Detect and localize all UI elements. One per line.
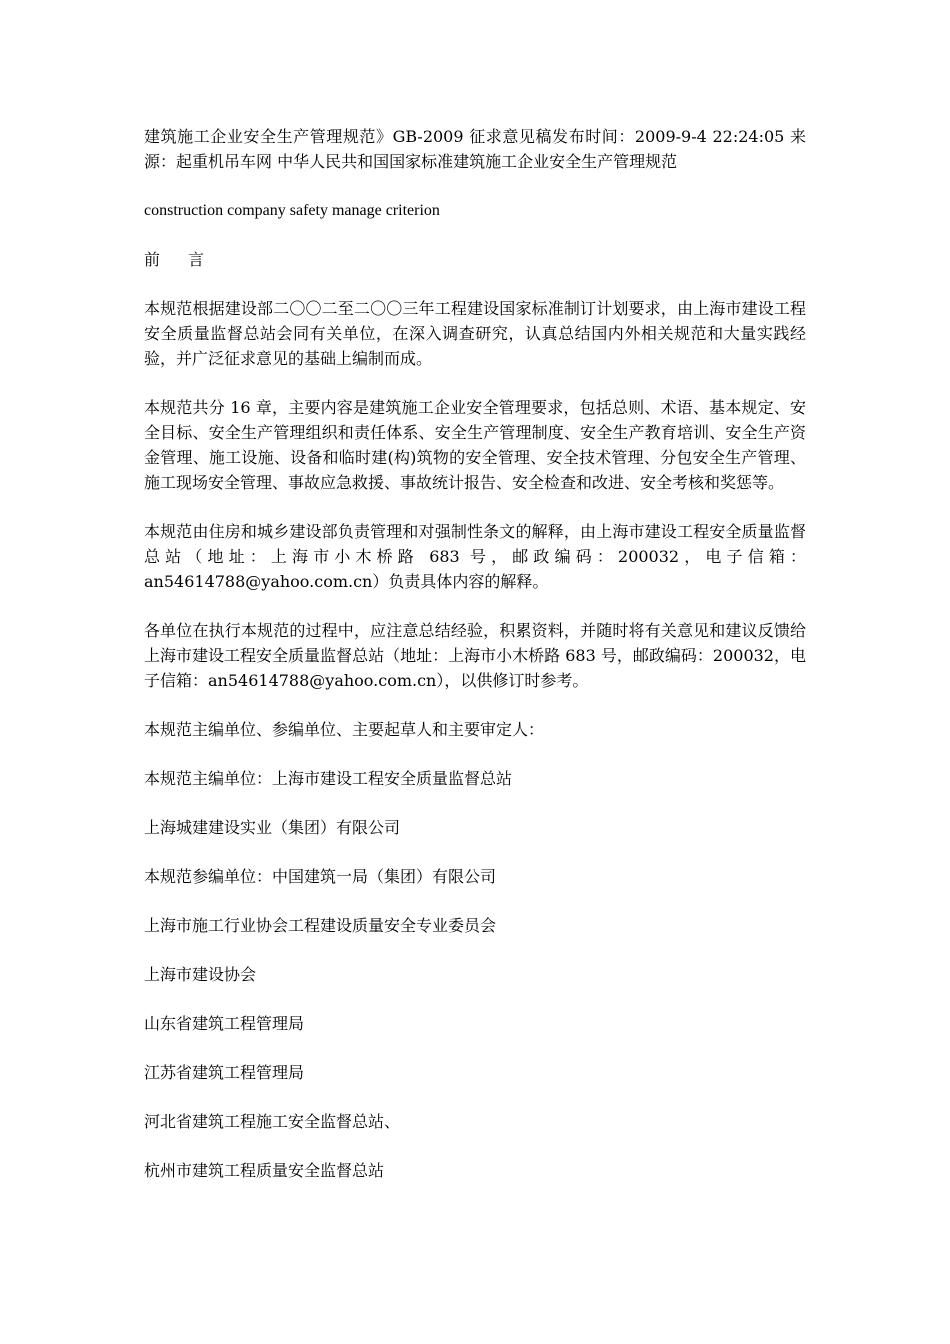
paragraph-contents: 本规范共分 16 章，主要内容是建筑施工企业安全管理要求，包括总则、术语、基本规定、安全目标、安全生产管理组织和责任体系、安全生产管理制度、安全生产教育培训、安全生产资金管理、施工设施、设备和临时建(构)筑物的安全管理、安全技术管理、分包安全生产管理、施工现场安全管理、事故应急救援、事故统计报告、安全检查和改进、安全考核和奖惩等。 bbox=[144, 398, 806, 492]
list-item-unit: 上海城建建设实业（集团）有限公司 bbox=[144, 818, 401, 837]
paragraph-co-editors: 本规范参编单位：中国建筑一局（集团）有限公司 bbox=[144, 867, 497, 886]
paragraph-management: 本规范由住房和城乡建设部负责管理和对强制性条文的解释，由上海市建设工程安全质量监督总站（地址：上海市小木桥路 683 号，邮政编码：200032，电子信箱：an54614788@yahoo.com.cn）负责具体内容的解释。 bbox=[144, 522, 806, 591]
english-title: construction company safety manage criterion bbox=[144, 202, 440, 219]
paragraph-units-intro: 本规范主编单位、参编单位、主要起草人和主要审定人： bbox=[144, 720, 545, 739]
paragraph-intro: 本规范根据建设部二〇〇二至二〇〇三年工程建设国家标准制订计划要求，由上海市建设工程安全质量监督总站会同有关单位，在深入调查研究，认真总结国内外相关规范和大量实践经验，并广泛征求意见的基础上编制而成。 bbox=[144, 299, 806, 368]
preface-char-2: 言 bbox=[188, 250, 205, 269]
paragraph-chief-editor: 本规范主编单位：上海市建设工程安全质量监督总站 bbox=[144, 769, 513, 788]
list-item-unit: 杭州市建筑工程质量安全监督总站 bbox=[144, 1161, 385, 1180]
list-item-unit: 上海市施工行业协会工程建设质量安全专业委员会 bbox=[144, 916, 497, 935]
list-item-unit: 上海市建设协会 bbox=[144, 965, 257, 984]
list-item-unit: 河北省建筑工程施工安全监督总站、 bbox=[144, 1112, 401, 1131]
preface-char-1: 前 bbox=[144, 250, 161, 269]
document-body bbox=[144, 124, 806, 1207]
preface-heading bbox=[144, 247, 806, 272]
list-item-unit: 山东省建筑工程管理局 bbox=[144, 1014, 305, 1033]
document-header-line: 建筑施工企业安全生产管理规范》GB-2009 征求意见稿发布时间：2009-9-4 22:24:05 来源：起重机吊车网 中华人民共和国国家标准建筑施工企业安全生产管理规范 bbox=[144, 127, 806, 171]
list-item-unit: 江苏省建筑工程管理局 bbox=[144, 1063, 305, 1082]
paragraph-feedback: 各单位在执行本规范的过程中，应注意总结经验，积累资料，并随时将有关意见和建议反馈给上海市建设工程安全质量监督总站（地址：上海市小木桥路 683 号，邮政编码：200032，电子信箱：an54614788@yahoo.com.cn），以供修订时参考。 bbox=[144, 621, 806, 690]
